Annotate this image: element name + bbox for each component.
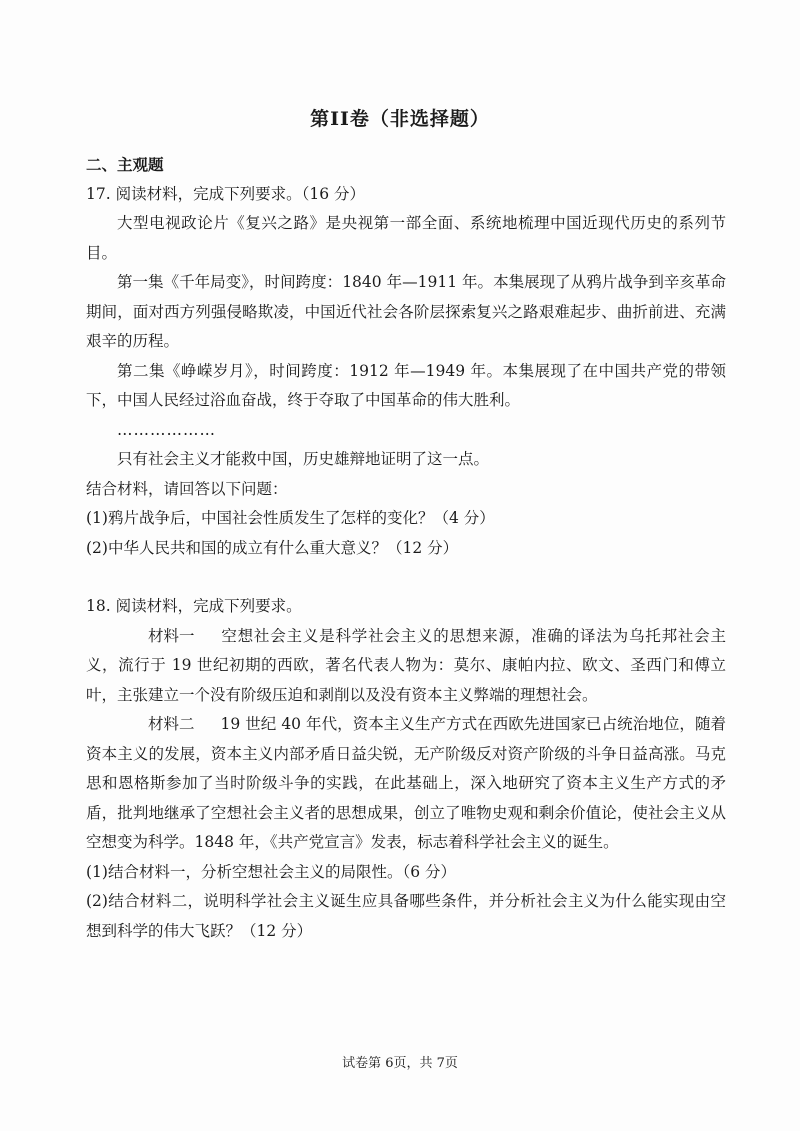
page-footer: 试卷第 6页，共 7页 xyxy=(342,1056,458,1071)
q17-sub-question-1: (1)鸦片战争后，中国社会性质发生了怎样的变化？（4 分） xyxy=(86,509,495,527)
q17-paragraph-1: 大型电视政论片《复兴之路》是央视第一部全面、系统地梳理中国近现代历史的系列节目。 xyxy=(86,214,726,262)
q18-sub-question-1: (1)结合材料一，分析空想社会主义的局限性。（6 分） xyxy=(86,862,456,881)
q17-sub-question-2: (2)中华人民共和国的成立有什么重大意义？（12 分） xyxy=(86,538,459,557)
q17-paragraph-4: 只有社会主义才能救中国，历史雄辩地证明了这一点。 xyxy=(117,450,490,468)
question-gap xyxy=(86,563,726,592)
q17-ellipsis: ……………… xyxy=(117,420,216,439)
q18-material-2-text: 19 世纪 40 年代，资本主义生产方式在西欧先进国家已占统治地位，随着资本主义的发展，资本主义内部矛盾日益尖锐，无产阶级反对资产阶级的斗争日益高涨。马克思和恩格斯参加了当时阶级斗争的实践，在此基础上，深入地研究了资本主义生产方式的矛盾，批判地继承了空想社会主义者的思想成果，创立了唯物史观和剩余价值论，使社会主义从空想变为科学。1848 年，《共产党宣言》发表，标志着科学社会主义的诞生。 xyxy=(86,715,726,851)
page-content xyxy=(86,150,726,946)
q17-paragraph-2: 第一集《千年局变》，时间跨度：1840 年—1911 年。本集展现了从鸦片战争到辛亥革命期间，面对西方列强侵略欺凌，中国近代社会各阶层探索复兴之路艰难起步、曲折前进、充满艰辛的历程。 xyxy=(86,273,726,350)
q18-heading: 18. 阅读材料，完成下列要求。 xyxy=(86,597,302,615)
q17-prompt: 结合材料，请回答以下问题： xyxy=(86,479,288,498)
q18-sub-question-2: (2)结合材料二，说明科学社会主义诞生应具备哪些条件，并分析社会主义为什么能实现由空想到科学的伟大飞跃？（12 分） xyxy=(86,892,726,940)
q17-paragraph-3: 第二集《峥嵘岁月》，时间跨度：1912 年—1949 年。本集展现了在中国共产党的带领下，中国人民经过浴血奋战，终于夺取了中国革命的伟大胜利。 xyxy=(86,361,726,409)
section-heading: 二、主观题 xyxy=(86,155,164,174)
q17-heading: 17. 阅读材料，完成下列要求。（16 分） xyxy=(86,184,365,203)
q18-material-1-text: 空想社会主义是科学社会主义的思想来源，准确的译法为乌托邦社会主义，流行于 19 世纪初期的西欧，著名代表人物为：莫尔、康帕内拉、欧文、圣西门和傅立叶，主张建立一个没有阶级压迫和剥削以及没有资本主义弊端的理想社会。 xyxy=(86,626,726,704)
q18-material-1 xyxy=(86,622,726,711)
q18-material-2 xyxy=(86,710,726,858)
page-title: 第II卷（非选择题） xyxy=(310,108,490,130)
q18-material-1-label: 材料一 xyxy=(148,626,195,645)
q18-material-2-label: 材料二 xyxy=(148,715,195,733)
